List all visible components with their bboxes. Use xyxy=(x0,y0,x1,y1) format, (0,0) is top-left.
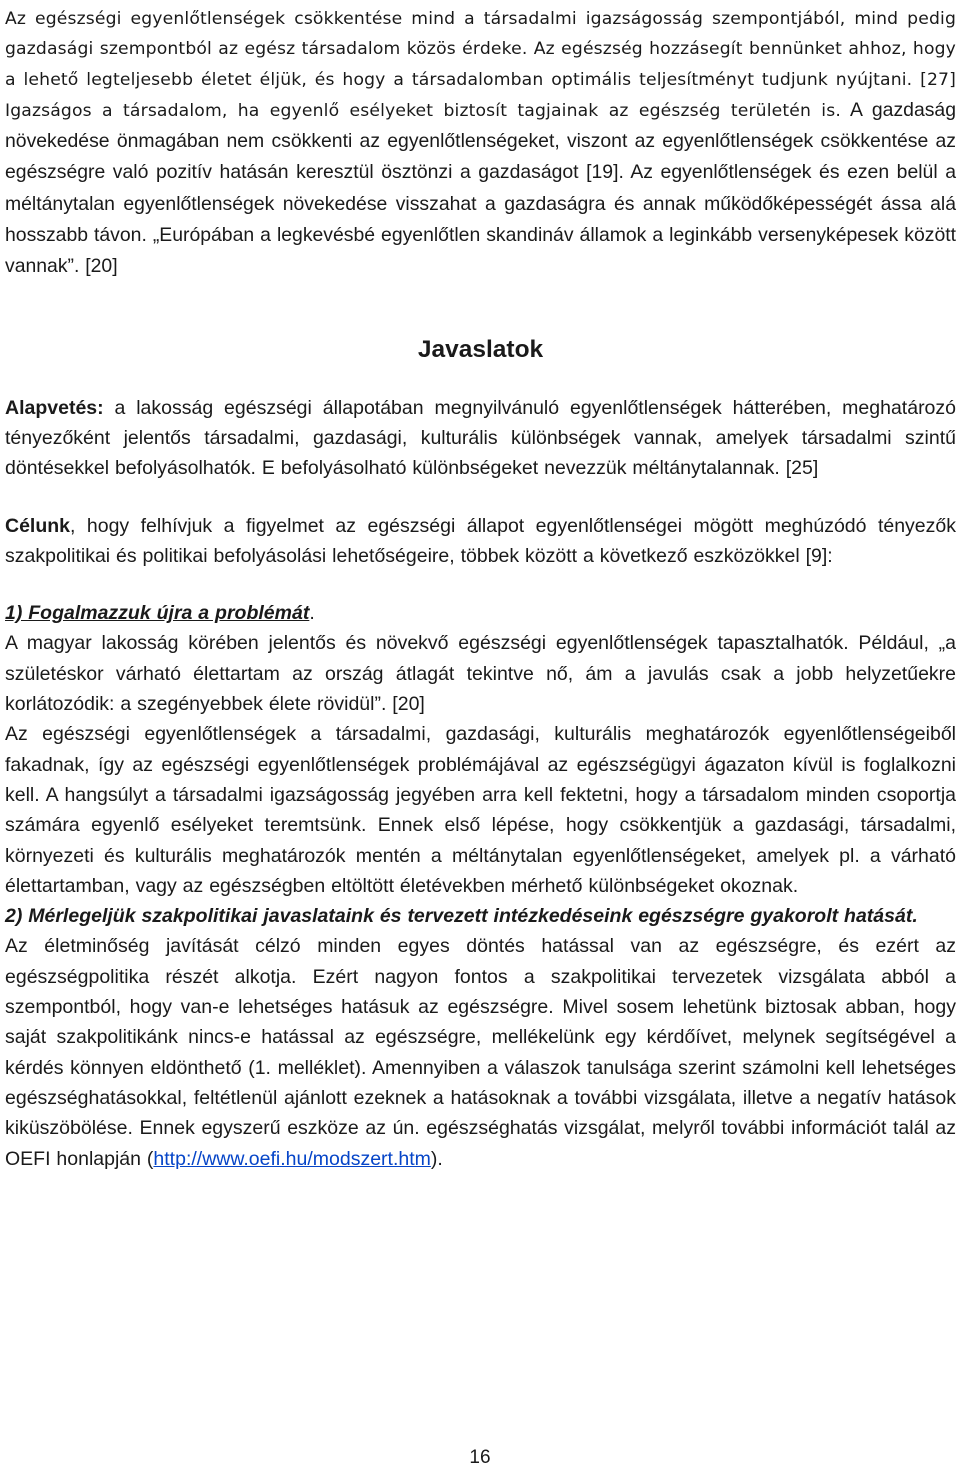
item1-title-line xyxy=(5,598,956,628)
page-number: 16 xyxy=(469,1447,491,1468)
item1-paragraph-2: Az egészségi egyenlőtlenségek a társadalmi, gazdasági, kulturális meghatározók egyenlőtlenségeiből fakadnak, így az egészségi egyenlőtlenségek problémájával az egészségügyi ágazaton kívül is foglalkozni kell. A hangsúlyt a társadalmi igazságosság jegyében arra kell fektetni, hogy a társadalom minden csoportja számára egyenlő esélyeket teremtsünk. Ennek első lépése, hogy csökkentjük a gazdasági, társadalmi, környezeti és kulturális meghatározók mentén a méltánytalan egyenlőtlenségeket, amelyek pl. a várható élettartamban, vagy az egészségben eltöltött életévekben mérhető különbségeket okoznak. xyxy=(5,723,956,897)
intro-paragraph-part-a: Az egészségi egyenlőtlenségek csökkentése mind a társadalmi igazságosság szempontjából, mind pedig gazdasági szempontból az egész társadalom közös érdeke. Az egészség hozzásegít bennünket ahhoz, hogy a lehető legteljesebb életet éljük, és hogy a társadalomban optimális teljesítményt tudjunk nyújtani. [27] Igazságos a társadalom, ha egyenlő esélyeket biztosít tagjainak az egészség területén is. xyxy=(5,9,956,121)
celunk-lead: Célunk xyxy=(5,514,71,537)
alapvetes-paragraph xyxy=(5,393,956,484)
section-heading: Javaslatok xyxy=(417,335,544,363)
item2-text: Az életminőség javítását célzó minden egyes döntés hatással van az egészségre, és ezért az egészségpolitika részét alkotja. Ezért nagyon fontos a szakpolitikai tervezetek vizsgálata abból a szempontból, hogy van-e lehetséges hatásuk az egészségre. Mivel sosem lehetünk biztosak abban, hogy saját szakpolitikánk nincs-e hatással az egészségre, mellékelünk egy kérdőívet, melynek segítségével a kérdés könnyen eldönthető (1. melléklet). Amennyiben a válaszok tanulsága szerint számolni kell lehetséges egészséghatásokkal, feltétlenül ajánlott ezeknek a hatásoknak a további vizsgálata, illetve a negatív hatások kiküszöbölése. Ennek egyszerű eszköze az ún. egészséghatás vizsgálat, melyről további információt talál az OEFI honlapján ( xyxy=(5,935,956,1170)
item1-title-dot: . xyxy=(309,602,315,625)
intro-paragraph xyxy=(5,4,956,283)
alapvetes-lead: Alapvetés: xyxy=(5,396,104,419)
celunk-text: , hogy felhívjuk a figyelmet az egészségi állapot egyenlőtlenségei mögött meghúzódó tényezők szakpolitikai és politikai befolyásolási lehetőségeire, többek között a következő eszközökkel [9]: xyxy=(5,514,956,567)
intro-paragraph-part-b: A gazdaság növekedése önmagában nem csökkenti az egyenlőtlenségeket, viszont az egyenlőtlenségek csökkentése az egészségre való pozitív hatásán keresztül ösztönzi a gazdaságot [19]. Az egyenlőtlenségek és ezen belül a méltánytalan egyenlőtlenségek növekedése visszahat a gazdaságra és annak működőképességét ássa alá hosszabb távon. „Európában a legkevésbé egyenlőtlen skandináv államok a leginkább versenyképesek között vannak”. [20] xyxy=(5,98,956,278)
oefi-link[interactable]: http://www.oefi.hu/modszert.htm xyxy=(153,1147,431,1170)
item2-title: 2) Mérlegeljük szakpolitikai javaslataink és tervezett intézkedéseink egészségre gyakorolt hatását. xyxy=(5,905,918,928)
item1-paragraph-1: A magyar lakosság körében jelentős és növekvő egészségi egyenlőtlenségek tapasztalhatók. Például, „a születéskor várható élettartam az ország átlagát tekintve nő, ám a javulás csak a jobb helyzetűekre korlátozódik: a szegényebbek élete rövidül”. [20] xyxy=(5,632,956,716)
alapvetes-text: a lakosság egészségi állapotában megnyilvánuló egyenlőtlenségek hátterében, meghatározó tényezőként jelentős társadalmi, gazdasági, kulturális különbségek vannak, amelyek társadalmi szintű döntésekkel befolyásolhatók. E befolyásolható különbségeket nevezzük méltánytalannak. [25] xyxy=(5,396,956,480)
item2-end: ). xyxy=(430,1147,443,1170)
celunk-paragraph xyxy=(5,511,956,572)
item1-title: 1) Fogalmazzuk újra a problémát xyxy=(5,602,310,625)
item2-title-line xyxy=(5,901,956,931)
document-page xyxy=(5,4,956,1174)
item2-paragraph xyxy=(5,931,956,1173)
